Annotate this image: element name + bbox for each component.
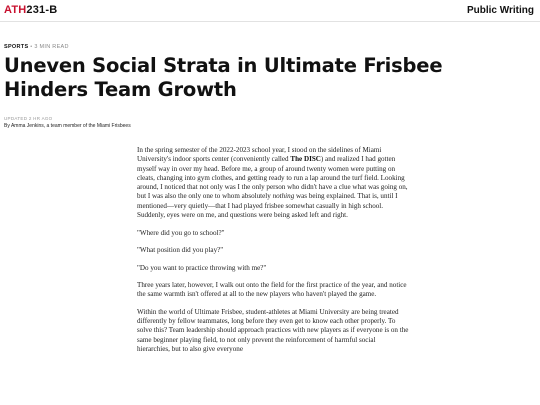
site-logo[interactable]: [4, 4, 57, 16]
logo-course-text: 231-B: [26, 4, 58, 16]
logo-accent-text: ATH: [4, 4, 27, 16]
paragraph-text: In the spring semester of the 2022-2023 school year, I stood on the sidelines of Miami University's indoor sports center (conveniently called: [137, 146, 382, 164]
top-bar: [0, 0, 540, 22]
venue-name: The DISC: [290, 155, 321, 164]
paragraph-text: was being explained. That is, until I mentioned—very quietly—that I had played frisbee somewhat casually in high school. Suddenly, eyes were on me, and questions were being asked left and right.: [137, 192, 398, 220]
read-time: 3 MIN READ: [34, 44, 69, 50]
public-writing-link[interactable]: Public Writing: [466, 5, 534, 16]
quote-paragraph: "What position did you play?": [137, 246, 224, 255]
emphasis-text: nothing: [272, 192, 295, 201]
article-byline: By Amma Jenkins, a team member of the Miami Frisbees: [4, 123, 131, 129]
quote-paragraph: "Do you want to practice throwing with me?": [137, 263, 267, 272]
quote-paragraph: "Where did you go to school?": [137, 228, 225, 237]
paragraph-text: ) and realized I had gotten myself way in over my head. Before me, a group of around twenty women were putting on cleats, changing into gym clothes, and getting ready to run a lap around the turf field. Looking around, I noticed that not only was I the only person who didn't have a clue what was going on, but I was also the only one to whom absolutely: [137, 155, 408, 201]
article-headline: Uneven Social Strata in Ultimate Frisbee Hinders Team Growth: [4, 54, 443, 101]
article-paragraph: Within the world of Ultimate Frisbee, student-athletes at Miami University are being treated differently by fellow teammates, long before they even get to know each other properly. To solve this? Team leadership should approach practices with new players as if everyone is on the same beginner playing field, to not only prevent the reinforcement of harmful social hierarchies, but to also give everyone: [137, 307, 409, 353]
article-paragraph: [137, 146, 409, 220]
article-kicker: [4, 44, 69, 50]
updated-timestamp: UPDATED 2 HR AGO: [4, 116, 53, 121]
article-body: [137, 146, 409, 405]
article-paragraph: Three years later, however, I walk out onto the field for the first practice of the year, and notice the same warmth isn't offered at all to the new players who haven't played the game.: [137, 281, 407, 299]
kicker-separator: •: [30, 44, 33, 50]
category-link[interactable]: SPORTS: [4, 44, 29, 50]
